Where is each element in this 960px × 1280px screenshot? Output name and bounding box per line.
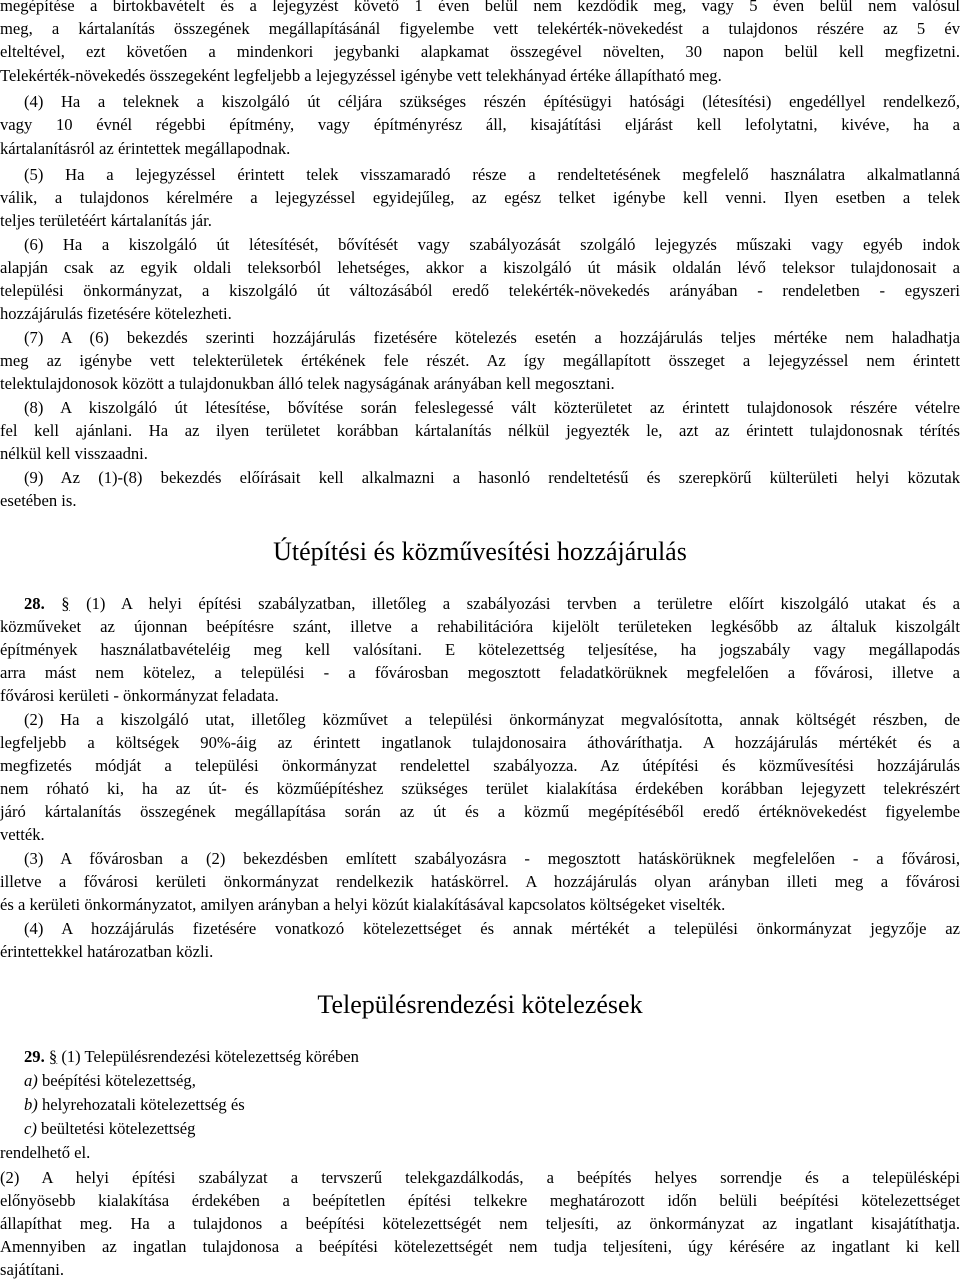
- section-29-p2-line: Amennyiben az ingatlan tulajdonosa a beépítési kötelezettségét nem tudja teljesíteni, úgy kérésére az ingatlant ki kell: [0, 1237, 960, 1256]
- paragraph-5-line: (5) Ha a lejegyzéssel érintett telek visszamaradó része a rendeltetésének megfelelő használatra alkalmatlanná: [24, 165, 960, 184]
- paragraph-7-line: telektulajdonosok között a tulajdonukban álló telek nagyságának arányában kell megosztani.: [0, 374, 615, 393]
- text-line: meg, a kártalanítás összegének megállapításánál figyelembe vett telekérték-növekedést a tulajdonos részére az 5 év: [0, 19, 960, 38]
- list-item: [24, 1117, 195, 1140]
- section-29-p2-line: előnyösebb kialakítása érdekében a beépítetlen építési telkekre meghatározott időn belüli beépítési kötelezettséget: [0, 1191, 960, 1210]
- list-item: [24, 1069, 196, 1092]
- section-heading: Útépítési és közművesítési hozzájárulás: [273, 537, 687, 566]
- list-letter: c): [24, 1119, 37, 1138]
- list-letter: a): [24, 1071, 38, 1090]
- paragraph-8-line: (8) A kiszolgáló út létesítése, bővítése során feleslegessé vált közterületet az érintett tulajdonosok részére vételre: [24, 398, 960, 417]
- list-item: [24, 1093, 245, 1116]
- section-28-p2-line: járó kártalanítás összegének megállapítása során az út és a közmű megépítéséből eredő értéknövekedést figyelembe: [0, 802, 960, 821]
- list-text: beültetési kötelezettség: [36, 1119, 196, 1138]
- section-28-p2-line: nem róható ki, ha az út- és közműépítéshez szükséges terület kialakítása érdekében korábban lejegyzett telekrészért: [0, 779, 960, 798]
- paragraph-5-line: teljes területéért kártalanítás jár.: [0, 211, 212, 230]
- paragraph-9-line: (9) Az (1)-(8) bekezdés előírásait kell alkalmazni a hasonló rendeltetésű és szerepkörű külterületi helyi közutak: [24, 468, 960, 487]
- paragraph-6-line: alapján csak az egyik oldali teleksorból lehetséges, akkor a kiszolgáló út másik oldalán lévő teleksor tulajdonosait a: [0, 258, 960, 277]
- section-text: (1) A helyi építési szabályzatban, illetőleg a szabályozási tervben a területre előírt kiszolgáló utakat és a: [86, 594, 960, 613]
- paragraph-8-line: fel kell ajánlani. Ha az ilyen területet korábban kártalanítás nélkül jegyezték le, azt az érintett tulajdonosnak térítés: [0, 421, 960, 440]
- text-line: Telekérték-növekedés összegeként legfeljebb a lejegyzéssel igénybe vett telekhányad értéke állapítható meg.: [0, 66, 722, 85]
- section-28-p2-line: vették.: [0, 825, 45, 844]
- section-29-first-line: [24, 1045, 359, 1068]
- paragraph-7-line: (7) A (6) bekezdés szerinti hozzájárulás fizetésére kötelezés esetén a hozzájárulás teljes mértéke nem haladhatja: [24, 328, 960, 347]
- paragraph-5-line: válik, a tulajdonos kérelmére a lejegyzéssel egyidejűleg, az egész telket igénybe kell venni. Ilyen esetben a telek: [0, 188, 960, 207]
- paragraph-9-line: esetében is.: [0, 491, 77, 510]
- paragraph-4-line: kártalanításról az érintettek megállapodnak.: [0, 139, 291, 158]
- section-number: 28.: [24, 594, 45, 613]
- section-28-p3-line: és a kerületi önkormányzatot, amilyen arányban a helyi közút kialakításával kapcsolatos költségeket viselték.: [0, 895, 726, 914]
- list-text: beépítési kötelezettség,: [37, 1071, 196, 1090]
- paragraph-6-line: hozzájárulás fizetésére kötelezheti.: [0, 304, 232, 323]
- section-sign: §: [61, 594, 70, 613]
- section-heading: Településrendezési kötelezések: [317, 990, 643, 1019]
- paragraph-8-line: nélkül kell visszaadni.: [0, 444, 148, 463]
- section-28-p1-line: fővárosi kerületi - önkormányzat feladata.: [0, 686, 279, 705]
- section-28-p1-line: építmények használatbavételéig meg kell valósítani. E kötelezettség teljesítése, ha jogszabály vagy megállapodás: [0, 640, 960, 659]
- paragraph-6-line: (6) Ha a kiszolgáló út létesítését, bővítését vagy szabályozását szolgáló lejegyzés műszaki vagy egyéb indok: [24, 235, 960, 254]
- section-number: 29.: [24, 1047, 45, 1066]
- section-28-p4-line: érintettekkel határozatban közli.: [0, 942, 214, 961]
- section-28-p2-line: megfizetés módját a települési önkormányzat rendelettel szabályozza. Az útépítési és közművesítési hozzájárulás: [0, 756, 960, 775]
- section-28-p3-line: (3) A fővárosban a (2) bekezdésben említett szabályozásra - megosztott hatáskörüknek megfelelően - a fővárosi,: [24, 849, 960, 868]
- section-29-p2-line: állapíthat meg. Ha a tulajdonos a beépítési kötelezettségét nem teljesíti, az önkormányzat az ingatlant kisajátíthatja.: [0, 1214, 960, 1233]
- list-letter: b): [24, 1095, 38, 1114]
- section-28-first-line: [0, 592, 960, 615]
- section-28-p3-line: illetve a fővárosi kerületi önkormányzat rendelkezik hatáskörrel. A hozzájárulás olyan arányban illeti meg a fővárosi: [0, 872, 960, 891]
- text-line: elteltével, ezt követően a mindenkori jegybanki alapkamat összegével növelten, 30 napon belül kell megfizetni.: [0, 42, 960, 61]
- section-28-p4-line: (4) A hozzájárulás fizetésére vonatkozó kötelezettséget és annak mértékét a települési önkormányzat jegyzője az: [24, 919, 960, 938]
- list-text: helyrehozatali kötelezettség és: [37, 1095, 245, 1114]
- section-28-p2-line: (2) Ha a kiszolgáló utat, illetőleg közművet a települési önkormányzat megvalósította, annak költségét részben, de: [24, 710, 960, 729]
- paragraph-4-line: (4) Ha a teleknek a kiszolgáló út céljára szükséges részén építésügyi hatósági (létesítési) engedéllyel rendelkező,: [24, 92, 960, 111]
- section-sign: §: [48, 1047, 58, 1066]
- text-line: megépítése a birtokbavételt és a lejegyzést követő 1 éven belül nem kezdődik meg, vagy 5 éven belül nem valósul: [0, 0, 960, 15]
- section-28-p1-line: közműveket az újonnan beépítésre szánt, illetve a rehabilitációra kijelölt területeken legkésőbb az általuk kiszolgált: [0, 617, 960, 636]
- list-end-line: rendelhető el.: [0, 1143, 91, 1162]
- paragraph-6-line: települési önkormányzat, a kiszolgáló út változásából eredő telekérték-növekedés arányában - rendeletben - egyszeri: [0, 281, 960, 300]
- paragraph-7-line: meg az igénybe vett telekterületek értékének fele részét. Az így megállapított összeget a lejegyzéssel nem érintett: [0, 351, 960, 370]
- paragraph-4-line: vagy 10 évnél régebbi építmény, vagy építményrész áll, kisajátítási eljárást kell lefolytatni, kivéve, ha a: [0, 115, 960, 134]
- section-29-p2-line: (2) A helyi építési szabályzat a tervszerű telekgazdálkodás, a beépítés helyes sorrendje és a településképi: [0, 1168, 960, 1187]
- section-28-p2-line: legfeljebb a költségek 90%-áig az érintett ingatlanok tulajdonosaira áthováríthatja. A hozzájárulás mértékét és a: [0, 733, 960, 752]
- section-29-p2-line: sajátítani.: [0, 1260, 65, 1279]
- section-28-p1-line: arra mást nem kötelez, a települési - a fővárosban megosztott feladatkörüknek megfelelően a fővárosi, illetve a: [0, 663, 960, 682]
- section-text: (1) Településrendezési kötelezettség körében: [61, 1047, 359, 1066]
